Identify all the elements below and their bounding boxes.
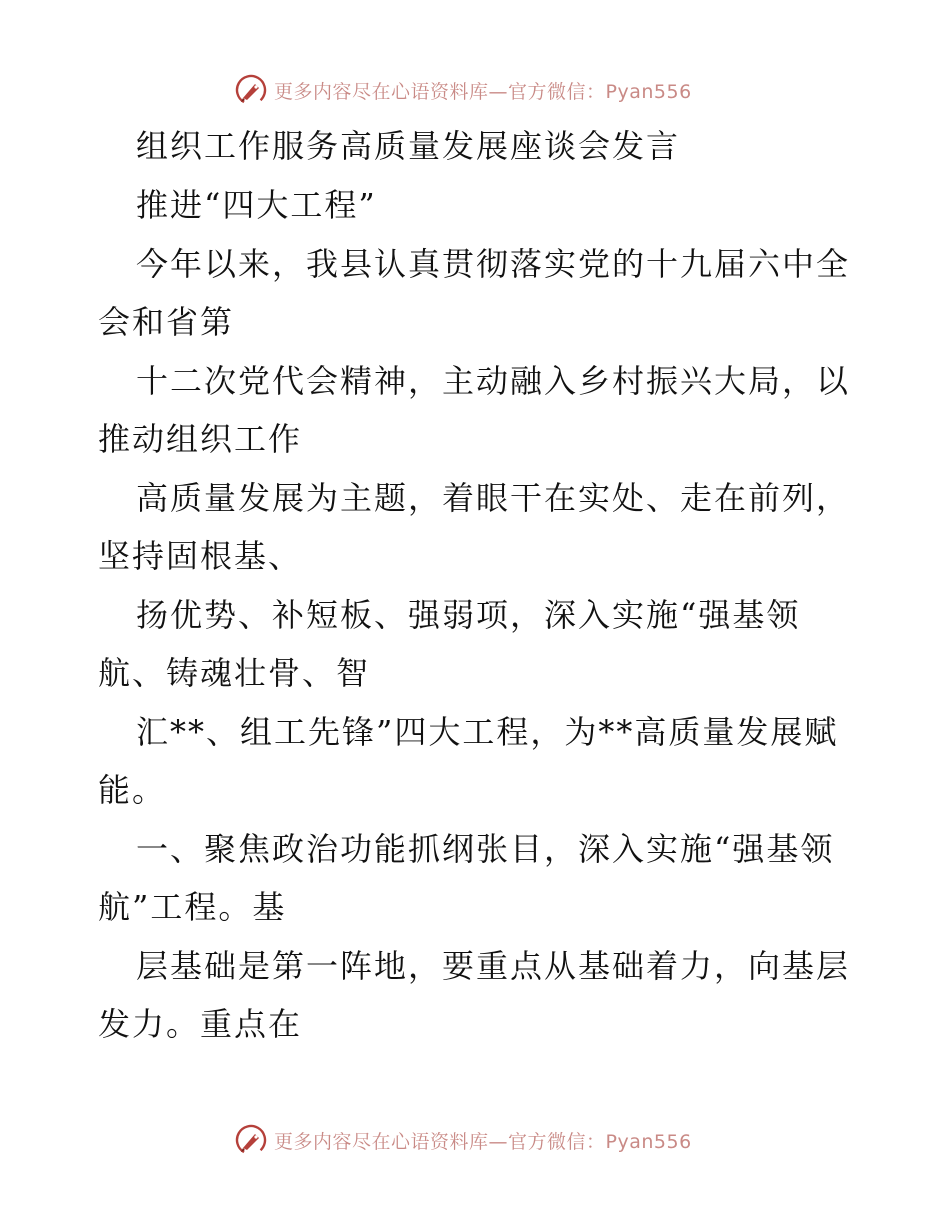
paragraph-line: 高质量发展为主题，着眼干在实处、走在前列， — [136, 479, 851, 517]
paragraph-line: 汇**、组工先锋”四大工程，为**高质量发展赋 — [136, 713, 839, 751]
paragraph-line: 坚持固根基、 — [98, 537, 303, 575]
document-subtitle: 推进“四大工程” — [136, 186, 377, 224]
watermark-text: 更多内容尽在心语资料库—官方微信：Pyan556 — [274, 1130, 692, 1153]
paragraph-line: 会和省第 — [98, 303, 235, 341]
pen-nib-logo-icon — [234, 73, 268, 107]
paragraph-line: 航、铸魂壮骨、智 — [98, 654, 371, 692]
pen-nib-logo-icon — [234, 1123, 268, 1157]
paragraph-line: 层基础是第一阵地，要重点从基础着力，向基层 — [136, 947, 851, 985]
paragraph-line: 今年以来，我县认真贯彻落实党的十九届六中全 — [136, 245, 851, 283]
paragraph-line: 十二次党代会精神，主动融入乡村振兴大局，以 — [136, 362, 851, 400]
paragraph-line: 一、聚焦政治功能抓纲张目，深入实施“强基领 — [136, 830, 835, 868]
paragraph-line: 发力。重点在 — [98, 1005, 303, 1043]
watermark-text: 更多内容尽在心语资料库—官方微信：Pyan556 — [274, 80, 692, 103]
header-watermark — [234, 72, 692, 108]
document-title: 组织工作服务高质量发展座谈会发言 — [136, 127, 681, 165]
paragraph-line: 扬优势、补短板、强弱项，深入实施“强基领 — [136, 596, 801, 634]
paragraph-line: 推动组织工作 — [98, 420, 303, 458]
paragraph-line: 能。 — [98, 771, 167, 809]
paragraph-line: 航”工程。基 — [98, 888, 287, 926]
footer-watermark — [234, 1122, 692, 1158]
